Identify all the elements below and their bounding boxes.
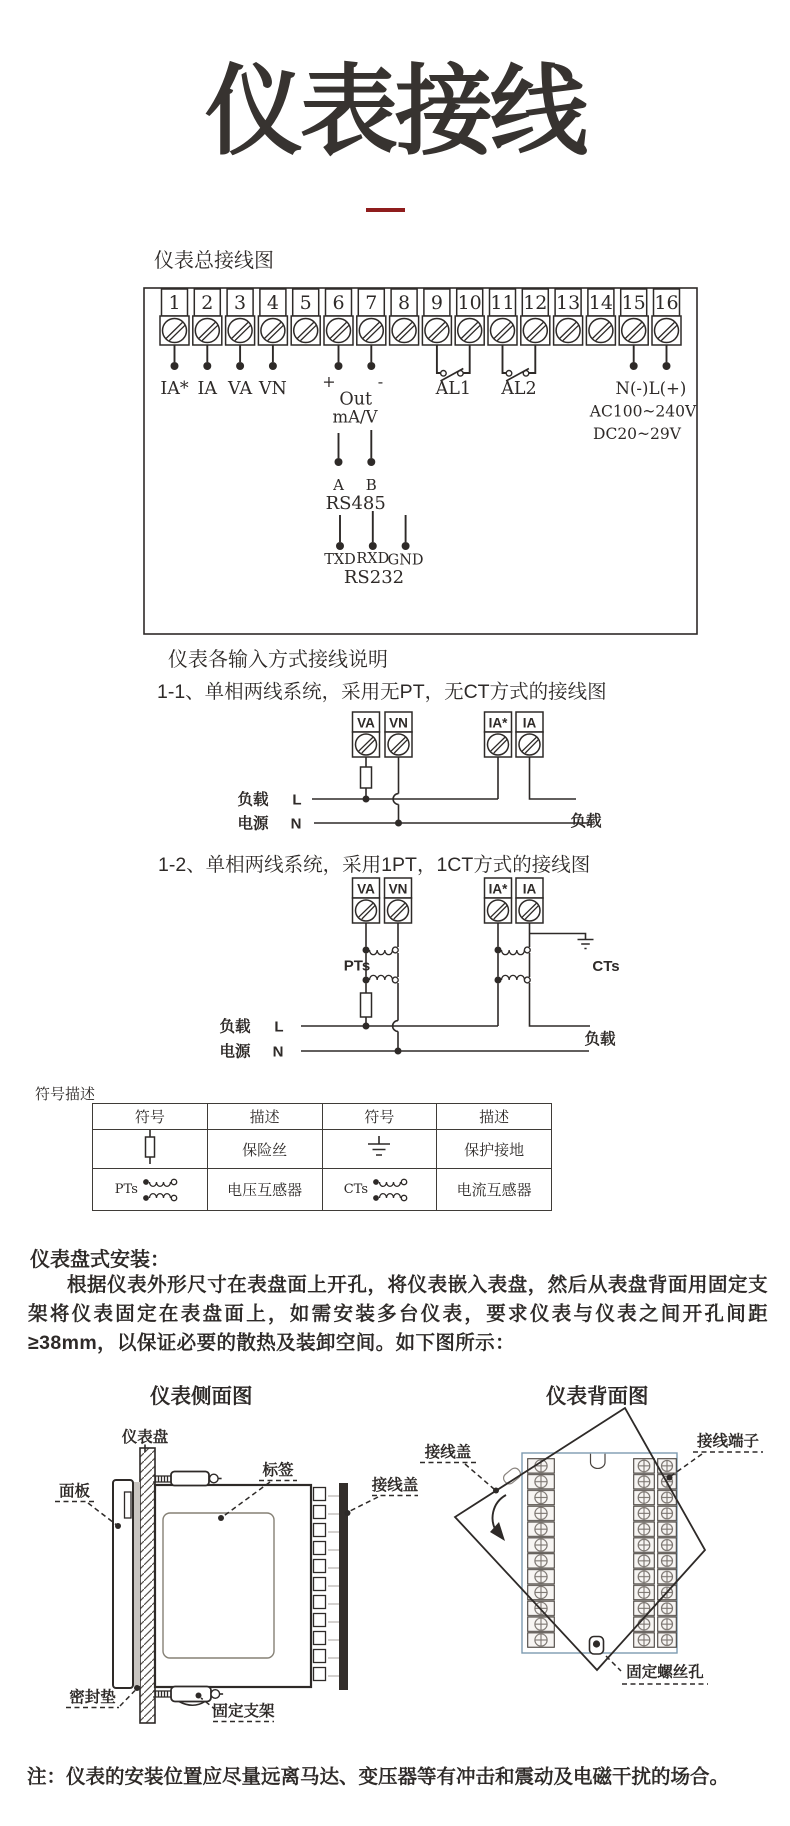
ia-terminal-label: IA [522,715,537,731]
load-right-label: 负载 [584,1031,616,1048]
rs485-b-label: B [365,476,377,494]
terminal-number: 4 [266,292,279,314]
load-label: 负载 [237,791,269,809]
fuse-symbol [361,767,372,788]
fixing-screw-hole [590,1637,604,1655]
tag-label: 标签 [262,1462,294,1479]
va-label: VA [228,379,253,399]
col-header: 描述 [437,1104,552,1130]
overall-diagram-title: 仪表总接线图 [154,250,274,272]
ground-symbol-cell [322,1130,437,1169]
ac-range-label: AC100~240V [589,402,697,421]
front-panel-bezel [113,1480,133,1688]
ia-star-terminal-label: IA* [488,715,508,731]
wiring-diagram-1-2 [200,874,660,1066]
seal-gasket-label: 密封垫 [69,1689,116,1706]
rs485-label: RS485 [325,493,386,514]
side-view-title: 仪表侧面图 [150,1385,253,1408]
rs485-a-label: A [333,476,344,494]
ground-desc: 保护接地 [437,1130,552,1169]
seal-gasket [133,1482,140,1686]
panel-mount-paragraph: 根据仪表外形尺寸在表盘面上开孔，将仪表嵌入表盘，然后从表盘背面用固定支架将仪表固定在表盘面上，如需安装多台仪表，要求仪表与仪表之间开孔间距≥38mm，以保证必要的散热及装卸空间。如下图所示： [28,1274,768,1354]
terminal-wires [171,345,671,550]
line-n-label: N [290,815,302,832]
table-row [93,1169,552,1211]
pt-symbol-label: PTs [114,1182,138,1197]
ground-symbol [578,940,594,949]
pts-label: PTs [343,957,371,975]
symbol-table [92,1103,552,1211]
rxd-label: RXD [356,551,390,567]
terminal-number: 1 [168,292,181,314]
top-notch [591,1454,606,1469]
vn-terminal-label: VN [389,715,408,731]
terminals-label: 接线端子 [696,1433,760,1450]
fuse-symbol-cell [93,1130,208,1169]
ia-star-label: IA* [160,379,189,399]
ct-transformer-icon [371,1173,415,1207]
wires [301,923,594,1055]
txd-label: TXD [324,552,356,568]
wires [312,757,589,827]
al1-label: AL1 [435,379,472,399]
col-header: 描述 [207,1104,322,1130]
out-minus-label: - [377,372,384,391]
col-header: 符号 [322,1104,437,1130]
va-terminal-label: VA [357,881,375,897]
screw-hole-label: 固定螺丝孔 [626,1664,704,1681]
fuse-desc: 保险丝 [207,1130,322,1169]
pt-desc: 电压互感器 [207,1169,322,1211]
load-label: 负载 [219,1018,251,1036]
installation-note: 注：仪表的安装位置应尽量远离马达、变压器等有冲击和震动及电磁干扰的场合。 [27,1766,730,1788]
terminal-number: 12 [523,292,548,314]
symbol-section-title: 符号描述 [35,1086,96,1103]
ia-label: IA [197,379,218,399]
fuse-icon [143,1130,157,1164]
rs232-label: RS232 [343,567,405,588]
fixing-bracket-label: 固定支架 [212,1703,275,1720]
mode-1-1-title: 1-1、单相两线系统，采用无PT，无CT方式的接线图 [157,681,607,703]
panel-mount-heading: 仪表盘式安装： [30,1249,170,1271]
line-l-label: L [274,1018,284,1036]
dc-range-label: DC20~29V [593,425,681,443]
out-plus-label: + [322,372,336,391]
terminal-number: 11 [490,292,515,314]
panel-board-wall [140,1448,155,1723]
line-l-label: L [292,791,302,809]
terminal-number: 15 [621,292,646,314]
out-label: Out [339,389,373,410]
terminal-column-right-outer [657,1458,677,1648]
col-header: 符号 [93,1104,208,1130]
symbol-table-header-row [93,1104,552,1130]
ia-terminal-label: IA [522,881,537,897]
load-right-label: 负载 [570,813,602,830]
terminal-number: 14 [588,292,613,314]
line-n-label: N [272,1043,284,1061]
terminal-column-right-inner [633,1458,655,1648]
ct-desc: 电流互感器 [437,1169,552,1211]
label-area [163,1513,274,1658]
back-view-diagram [410,1405,790,1695]
page-title: 仪表接线 [204,56,585,166]
terminal-number: 5 [299,292,312,314]
terminal-number: 8 [398,292,411,314]
terminal-cover-label: 接线盖 [424,1444,472,1461]
terminal-number: 6 [332,292,345,314]
terminal-number: 7 [365,292,378,314]
al2-label: AL2 [501,379,537,399]
ct-symbol-label: CTs [343,1182,369,1197]
panel-board-label: 仪表盘 [121,1429,169,1446]
vn-terminal-label: VN [388,881,408,897]
terminal-number: 2 [201,292,214,314]
ct-symbol-cell [322,1169,437,1211]
cts-label: CTs [592,958,620,975]
front-panel-label: 面板 [58,1483,91,1500]
input-modes-title: 仪表各输入方式接线说明 [168,649,388,671]
side-view-diagram [40,1405,440,1730]
overall-wiring-diagram [143,287,698,635]
n-minus-label: N(-) [615,379,649,398]
terminal-number: 16 [654,292,679,314]
terminal-number: 3 [234,292,247,314]
source-label: 电源 [237,815,269,832]
ia-star-terminal-label: IA* [488,881,508,897]
back-view-title: 仪表背面图 [546,1385,649,1408]
top-fixing-bracket [153,1472,222,1486]
rotate-arrow-icon [490,1495,506,1541]
ma-v-label: mA/V [332,407,378,427]
terminal-block [160,289,681,345]
ct-transformer-symbol [495,947,531,984]
terminal-number: 9 [430,292,443,314]
terminal-number: 10 [457,292,482,314]
terminal-strip [312,1485,327,1683]
terminal-strip-rows [328,1487,339,1681]
terminal-number: 13 [556,292,581,314]
l-plus-label: L(+) [648,379,687,398]
ground-icon [365,1135,393,1159]
wiring-diagram-1-1 [200,706,660,832]
pt-transformer-icon [141,1173,185,1207]
va-terminal-label: VA [357,715,375,731]
vn-label: VN [258,379,287,399]
terminal-cover-label: 接线盖 [371,1477,419,1494]
fuse-symbol [361,993,372,1017]
pt-symbol-cell [93,1169,208,1211]
table-row [93,1130,552,1169]
source-label: 电源 [219,1043,251,1061]
gnd-label: GND [387,552,424,569]
terminal-labels [160,372,697,588]
mode-1-2-title: 1-2、单相两线系统，采用1PT，1CT方式的接线图 [158,854,591,876]
red-divider [366,208,405,212]
